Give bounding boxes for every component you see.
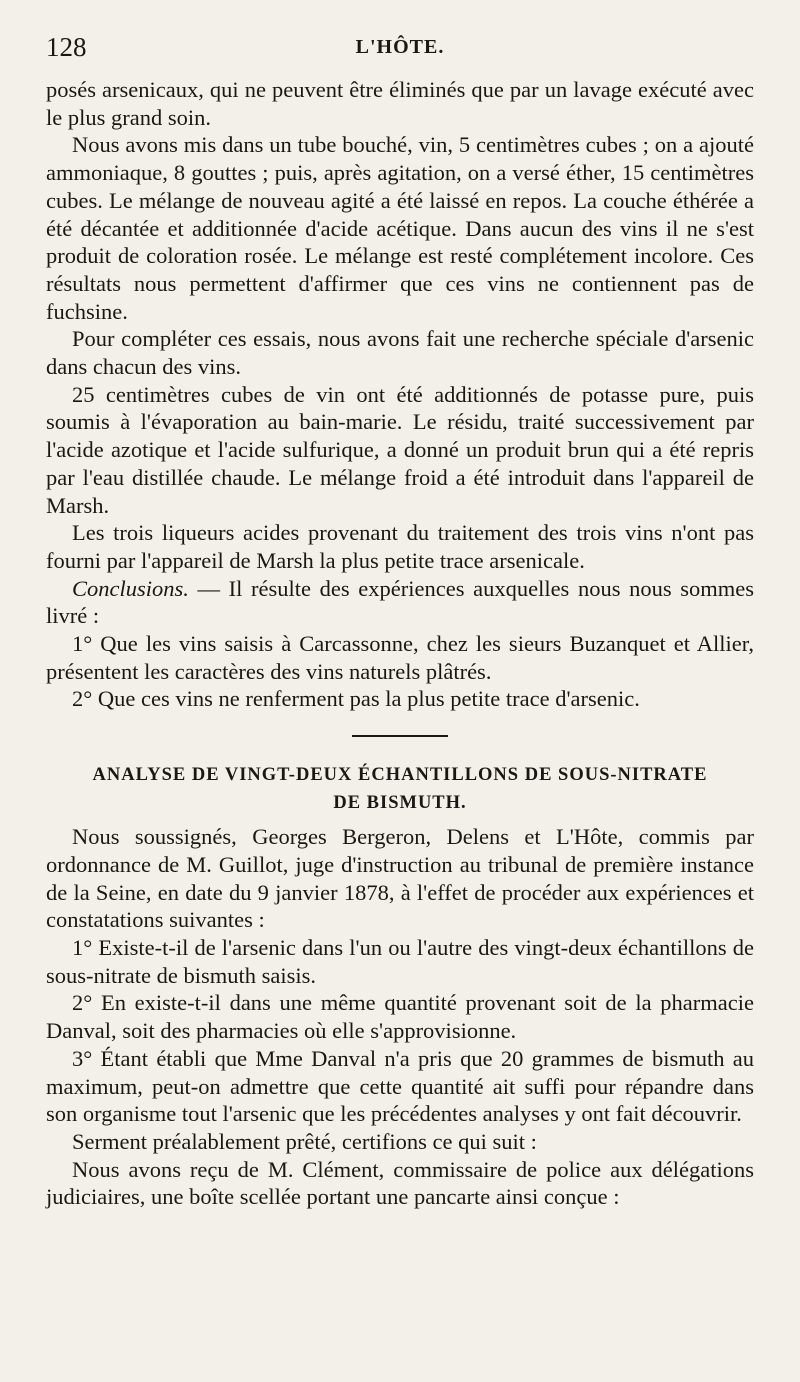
paragraph: 25 centimètres cubes de vin ont été additionnés de potasse pure, puis soumis à l'évaporation au bain-marie. Le résidu, traité successivement par l'acide azotique et l'acide sulfurique, a donné un produit brun qui a été repris par l'eau distillée chaude. Le mélange froid a été introduit dans l'appareil de Marsh. (46, 381, 754, 518)
conclusion-item: 2° Que ces vins ne renferment pas la plus petite trace d'arsenic. (72, 686, 640, 712)
question-item: 2° En existe-t-il dans une même quantité provenant soit de la pharmacie Danval, soit des pharmacies où elle s'approvisionne. (46, 990, 754, 1044)
section-title-line: DE BISMUTH. (333, 793, 467, 814)
paragraph: posés arsenicaux, qui ne peuvent être éliminés que par un lavage exécuté avec le plus grand soin. (46, 77, 754, 130)
conclusions-label: Conclusions. (72, 575, 189, 601)
running-title: L'HÔTE. (355, 36, 445, 58)
conclusions-paragraph (46, 575, 754, 630)
question-item: 3° Étant établi que Mme Danval n'a pris que 20 grammes de bismuth au maximum, peut-on admettre que cette quantité ait suffi pour répandre dans son organisme tout l'arsenic que les précédentes analyses y ont fait découvrir. (46, 1045, 754, 1127)
section-divider (352, 735, 448, 737)
conclusion-item: 1° Que les vins saisis à Carcassonne, chez les sieurs Buzanquet et Allier, présentent les caractères des vins naturels plâtrés. (46, 631, 754, 684)
paragraph: Les trois liqueurs acides provenant du traitement des trois vins n'ont pas fourni par l'appareil de Marsh la plus petite trace arsenicale. (46, 520, 754, 573)
question-item: 1° Existe-t-il de l'arsenic dans l'un ou l'autre des vingt-deux échantillons de sous-nitrate de bismuth saisis. (46, 934, 754, 988)
paragraph: Pour compléter ces essais, nous avons fait une recherche spéciale d'arsenic dans chacun des vins. (46, 326, 754, 380)
paragraph: Nous avons mis dans un tube bouché, vin, 5 centimètres cubes ; on a ajouté ammoniaque, 8 gouttes ; puis, après agitation, on a versé éther, 15 centimètres cubes. Le mélange de nouveau agité a été laissé en repos. La couche éthérée a été décantée et additionnée d'acide acétique. Dans aucun des vins il ne s'est produit de coloration rosée. Le mélange est resté complétement incolore. Ces résultats nous permettent d'affirmer que ces vins ne contiennent pas de fuchsine. (46, 132, 754, 324)
page-header (46, 32, 754, 68)
page-body (46, 76, 754, 1211)
paragraph: Nous avons reçu de M. Clément, commissaire de police aux délégations judiciaires, une boîte scellée portant une pancarte ainsi conçue : (46, 1156, 754, 1210)
conclusions-text: — Il résulte des expériences auxquelles nous nous sommes livré : (46, 575, 754, 629)
section-title (46, 761, 754, 817)
page-number: 128 (46, 32, 87, 62)
paragraph: Nous soussignés, Georges Bergeron, Delens et L'Hôte, commis par ordonnance de M. Guillot, juge d'instruction au tribunal de première instance de la Seine, en date du 9 janvier 1878, à l'effet de procéder aux expériences et constatations suivantes : (46, 824, 754, 933)
paragraph: Serment préalablement prêté, certifions ce qui suit : (72, 1128, 537, 1154)
section-title-line: ANALYSE DE VINGT-DEUX ÉCHANTILLONS DE SOUS-NITRATE (92, 765, 708, 786)
